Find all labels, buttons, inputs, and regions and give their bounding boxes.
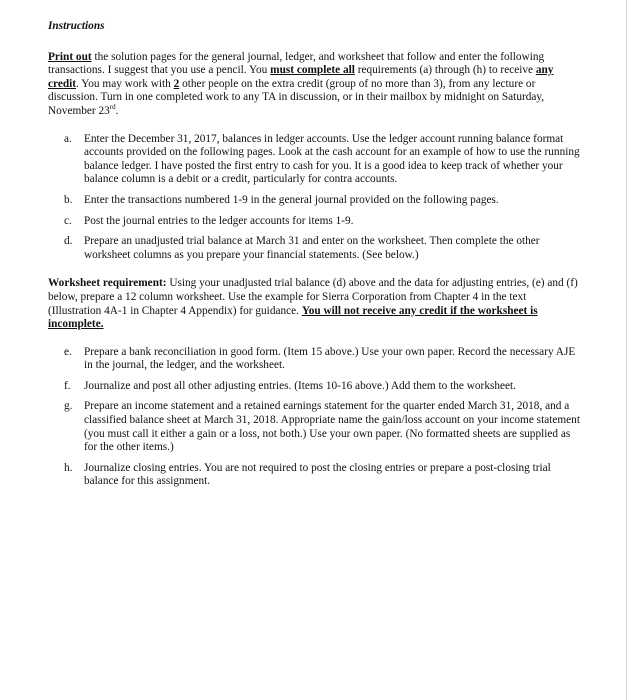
any-credit-emphasis: any credit: [48, 64, 554, 90]
must-complete-emphasis: must complete all: [270, 64, 355, 77]
item-label: f.: [64, 379, 71, 392]
item-label: d.: [64, 235, 73, 248]
ordinal-suffix: rd: [109, 103, 116, 112]
print-out-emphasis: Print out: [48, 50, 92, 63]
document-body: [48, 20, 582, 496]
item-label: c.: [64, 214, 72, 227]
item-text: Enter the transactions numbered 1-9 in the general journal provided on the following pages.: [84, 193, 499, 206]
intro-text-2: requirements (a) through (h) to receive: [354, 64, 536, 77]
requirement-item: [48, 235, 582, 262]
worksheet-text: Using your unadjusted trial balance (d) above and the data for adjusting entries, (e) and (f) below, prepare a 12 column worksheet. Use the example for Sierra Corporation from Chapter 4 in the text (Illustration 4A-1 in Chapter 4 Appendix) for guidance.: [48, 277, 578, 317]
requirement-item: [48, 346, 582, 373]
intro-text-4: other people on the extra credit (group of no more than 3), from any lecture or discussion. Turn in one completed work to any TA in discussion, or in their mailbox by midnight on Saturday, November 23: [48, 77, 545, 117]
item-label: b.: [64, 193, 73, 206]
requirement-item: [48, 400, 582, 454]
intro-paragraph: [48, 51, 582, 119]
item-label: g.: [64, 400, 73, 413]
requirement-item: [48, 380, 582, 394]
worksheet-warning: You will not receive any credit if the worksheet is incomplete.: [48, 304, 538, 331]
requirement-item: [48, 462, 582, 489]
requirement-item: [48, 194, 582, 208]
item-text: Prepare a bank reconciliation in good form. (Item 15 above.) Use your own paper. Record the necessary AJE in the journal, the ledger, and the worksheet.: [84, 345, 576, 372]
intro-text-3: . You may work with: [76, 77, 174, 90]
group-size-emphasis: 2: [173, 77, 180, 90]
item-text: Prepare an unadjusted trial balance at March 31 and enter on the worksheet. Then complete the other worksheet columns as you prepare your financial statements. (See below.): [84, 235, 540, 261]
item-text: Enter the December 31, 2017, balances in ledger accounts. Use the ledger account running balance format accounts provided on the following pages. Look at the cash account for an example of how to use the running balance ledger. I have posted the first entry to cash for you. It is a good idea to keep track of whether your balance column is a debit or a credit, particularly for contra accounts.: [84, 132, 580, 186]
item-label: h.: [64, 461, 73, 474]
requirements-list-a-d: [48, 133, 582, 263]
intro-text-5: .: [115, 104, 119, 117]
item-text: Journalize closing entries. You are not required to post the closing entries or prepare a post-closing trial balance for this assignment.: [84, 461, 551, 488]
requirement-item: [48, 215, 582, 229]
item-label: e.: [64, 345, 72, 358]
instructions-heading: Instructions: [48, 20, 105, 32]
intro-text-1: the solution pages for the general journal, ledger, and worksheet that follow and enter the following transactions. I suggest that you use a pencil. You: [48, 50, 545, 77]
item-text: Journalize and post all other adjusting entries. (Items 10-16 above.) Add them to the worksheet.: [84, 379, 517, 392]
requirement-item: [48, 133, 582, 187]
worksheet-lead: Worksheet requirement:: [48, 277, 167, 290]
worksheet-paragraph: [48, 277, 582, 331]
item-text: Prepare an income statement and a retained earnings statement for the quarter ended March 31, 2018, and a classified balance sheet at March 31, 2018. Appropriate name the gain/loss account on your income statement (you must call it either a gain or a loss, not both.) Use your own paper. (No formatted sheets are supplied as for the other items.): [84, 400, 580, 454]
requirements-list-e-h: [48, 346, 582, 489]
item-label: a.: [64, 132, 72, 145]
item-text: Post the journal entries to the ledger accounts for items 1-9.: [84, 214, 354, 227]
